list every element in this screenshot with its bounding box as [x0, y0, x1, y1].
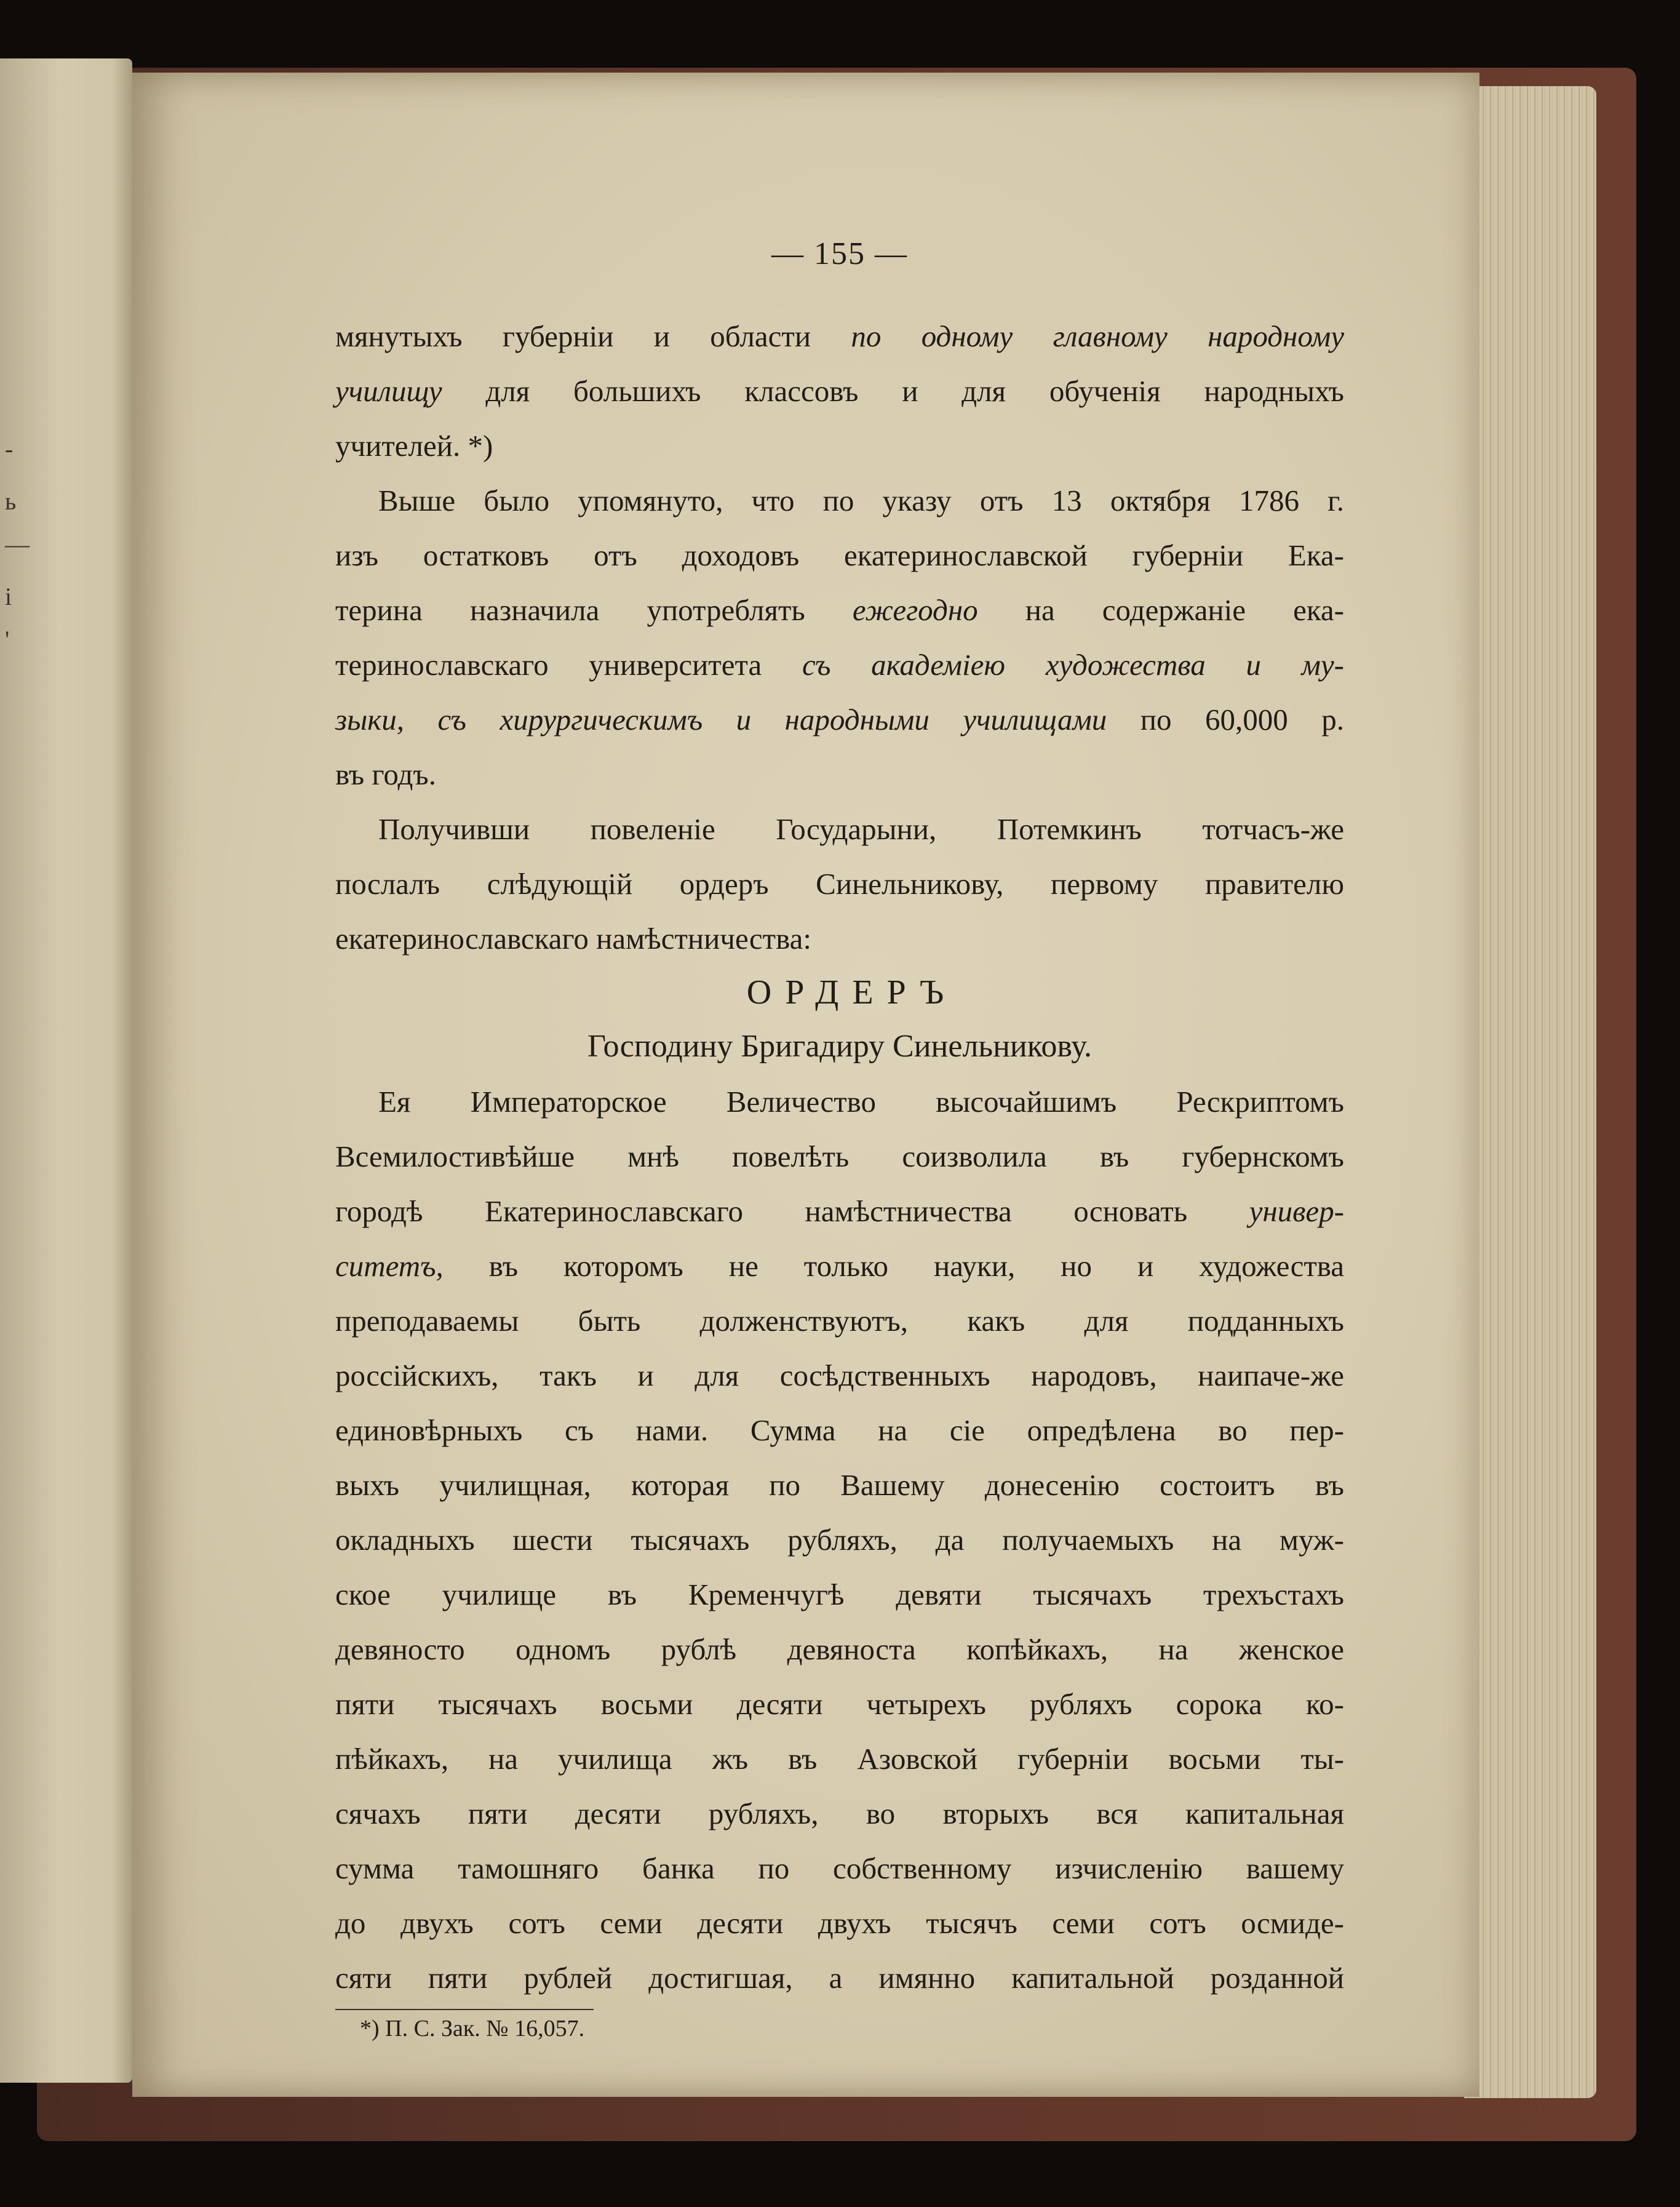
page-text — [335, 236, 1344, 2042]
text-line — [335, 1841, 1344, 1896]
text-line — [335, 856, 1344, 911]
text-line — [335, 1731, 1344, 1786]
text-segment: сумма тамошняго банка по собственному изчисленію вашему — [335, 1851, 1344, 1885]
text-line — [335, 747, 1344, 802]
text-line — [335, 528, 1344, 583]
text-line — [335, 309, 1344, 364]
text-line — [335, 1622, 1344, 1677]
text-segment: теринославскаго университета — [335, 648, 802, 682]
text-segment: девяносто одномъ рублѣ девяноста копѣйкахъ, на женское — [335, 1632, 1344, 1666]
text-line — [335, 1512, 1344, 1567]
text-segment: окладныхъ шести тысячахъ рубляхъ, да получаемыхъ на муж- — [335, 1523, 1344, 1557]
text-segment: на содержаніе ека- — [977, 593, 1344, 627]
text-line — [335, 1403, 1344, 1458]
text-segment: Ея Императорское Величество высочайшимъ Рескриптомъ — [378, 1085, 1344, 1119]
italic-segment: зыки, съ хирургическимъ и народными училищами — [335, 703, 1107, 736]
text-line — [335, 1896, 1344, 1950]
text-segment: россійскихъ, такъ и для сосѣдственныхъ народовъ, наипаче-же — [335, 1359, 1344, 1392]
page-number: — 155 — — [771, 236, 908, 271]
footnote-rule — [335, 2009, 594, 2010]
text-segment: до двухъ сотъ семи десяти двухъ тысячъ семи сотъ осмиде- — [335, 1906, 1344, 1940]
text-segment: ское училище въ Кременчугѣ девяти тысячахъ трехъстахъ — [335, 1578, 1344, 1611]
text-line — [335, 1786, 1344, 1841]
order-addressee: Господину Бригадиру Синельникову. — [587, 1029, 1092, 1064]
page-block-edges — [1464, 86, 1596, 2098]
book-page — [132, 73, 1479, 2097]
text-line — [335, 692, 1344, 747]
text-line — [335, 1239, 1344, 1293]
paragraph-block — [335, 309, 1344, 966]
text-line — [335, 1074, 1344, 1129]
left-page-fragment: - — [5, 435, 14, 463]
text-line — [335, 364, 1344, 418]
text-segment: терина назначила употреблять — [335, 593, 853, 627]
text-line — [335, 802, 1344, 856]
text-segment: Выше было упомянуто, что по указу отъ 13 октября 1786 г. — [378, 484, 1344, 517]
left-page-fragment: і — [5, 583, 12, 610]
text-segment: Получивши повеленіе Государыни, Потемкинъ тотчасъ-же — [378, 812, 1344, 846]
text-segment: въ годъ. — [335, 757, 436, 791]
text-segment: для большихъ классовъ и для обученія народныхъ — [442, 374, 1344, 408]
text-line — [335, 1184, 1344, 1239]
text-segment: преподаваемы быть долженствуютъ, какъ для подданныхъ — [335, 1304, 1344, 1338]
text-segment: городѣ Екатеринославскаго намѣстничества основать — [335, 1194, 1249, 1228]
order-heading: ОРДЕРЪ — [746, 973, 958, 1012]
text-line — [335, 911, 1344, 966]
italic-segment: ситетъ, — [335, 1249, 444, 1283]
text-segment: выхъ училищная, которая по Вашему донесенію состоитъ въ — [335, 1468, 1344, 1502]
text-line — [335, 1458, 1344, 1512]
text-line — [335, 1129, 1344, 1184]
text-line — [335, 418, 1344, 473]
footnote: *) П. С. Зак. № 16,057. — [360, 2016, 585, 2041]
text-line — [335, 1567, 1344, 1622]
text-segment: учителей. *) — [335, 429, 493, 463]
text-segment: изъ остатковъ отъ доходовъ екатеринославской губерніи Ека- — [335, 538, 1344, 572]
text-line — [335, 1293, 1344, 1348]
text-segment: въ которомъ не только науки, но и художества — [443, 1249, 1344, 1283]
left-page-fragment: ь — [5, 487, 17, 515]
text-line — [335, 583, 1344, 637]
text-line — [335, 473, 1344, 528]
italic-segment: съ академіею художества и му- — [802, 648, 1344, 682]
paragraph-block — [335, 1074, 1344, 2005]
text-segment: сячахъ пяти десяти рубляхъ, во вторыхъ вся капитальная — [335, 1797, 1344, 1830]
text-line — [335, 1677, 1344, 1731]
text-segment: единовѣрныхъ съ нами. Сумма на сіе опредѣлена во пер- — [335, 1413, 1344, 1447]
text-line — [335, 637, 1344, 692]
left-page-fragment: ' — [5, 626, 10, 653]
text-line — [335, 1348, 1344, 1403]
text-segment: послалъ слѣдующій ордеръ Синельникову, первому правителю — [335, 867, 1344, 901]
text-segment: Всемилостивѣйше мнѣ повелѣть соизволила въ губернскомъ — [335, 1139, 1344, 1173]
italic-segment: по одному главному народному — [851, 319, 1345, 353]
italic-segment: универ- — [1249, 1194, 1344, 1228]
text-segment: по 60,000 р. — [1107, 703, 1344, 736]
text-segment: екатеринославскаго намѣстничества: — [335, 922, 811, 956]
italic-segment: училищу — [335, 374, 442, 408]
text-segment: пѣйкахъ, на училища жъ въ Азовской губерніи восьми ты- — [335, 1742, 1344, 1776]
text-segment: сяти пяти рублей достигшая, а имянно капитальной розданной — [335, 1961, 1344, 1995]
left-page-fragment: — — [5, 530, 30, 558]
text-segment: пяти тысячахъ восьми десяти четырехъ рубляхъ сорока ко- — [335, 1687, 1344, 1721]
text-segment: мянутыхъ губерніи и области — [335, 319, 851, 353]
previous-page-edge — [0, 58, 132, 2083]
italic-segment: ежегодно — [852, 593, 978, 627]
text-line — [335, 1950, 1344, 2005]
